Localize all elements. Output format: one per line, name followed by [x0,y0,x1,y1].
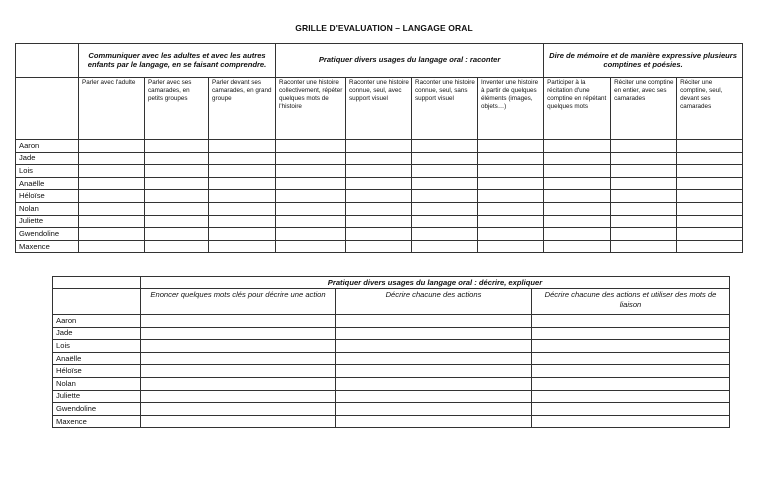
evaluation-cell[interactable] [346,177,412,190]
evaluation-cell[interactable] [412,152,478,165]
evaluation-cell[interactable] [141,377,336,390]
evaluation-cell[interactable] [346,190,412,203]
evaluation-cell[interactable] [544,165,611,178]
student-name: Jade [53,327,141,340]
evaluation-cell[interactable] [276,190,346,203]
evaluation-cell[interactable] [145,202,209,215]
group-header-dire-de-memoire: Dire de mémoire et de manière expressive plusieurs comptines et poésies. [544,44,743,78]
evaluation-cell[interactable] [532,390,730,403]
evaluation-cell[interactable] [79,165,145,178]
column-header: Réciter une comptine, seul, devant ses camarades [677,78,743,140]
evaluation-cell[interactable] [346,228,412,241]
evaluation-cell[interactable] [677,215,743,228]
evaluation-cell[interactable] [79,240,145,253]
evaluation-cell[interactable] [346,165,412,178]
evaluation-cell[interactable] [276,177,346,190]
evaluation-cell[interactable] [611,152,677,165]
evaluation-cell[interactable] [79,215,145,228]
evaluation-cell[interactable] [336,327,532,340]
evaluation-cell[interactable] [336,403,532,416]
evaluation-cell[interactable] [141,403,336,416]
evaluation-cell[interactable] [79,140,145,153]
evaluation-cell[interactable] [677,152,743,165]
evaluation-cell[interactable] [145,215,209,228]
evaluation-cell[interactable] [336,352,532,365]
student-name: Lois [53,340,141,353]
evaluation-cell[interactable] [532,340,730,353]
corner-cell [53,277,141,289]
evaluation-cell[interactable] [346,215,412,228]
evaluation-cell[interactable] [611,177,677,190]
student-row [16,228,743,241]
evaluation-cell[interactable] [478,190,544,203]
evaluation-cell[interactable] [141,365,336,378]
student-row [53,377,730,390]
evaluation-cell[interactable] [209,152,276,165]
evaluation-cell[interactable] [412,202,478,215]
group-header-communicate: Communiquer avec les adultes et avec les autres enfants par le langage, en se faisant comprendre. [79,44,276,78]
evaluation-cell[interactable] [276,152,346,165]
evaluation-cell[interactable] [346,240,412,253]
student-name: Jade [16,152,79,165]
evaluation-cell[interactable] [611,240,677,253]
evaluation-cell[interactable] [544,202,611,215]
corner-cell [16,78,79,140]
evaluation-cell[interactable] [145,165,209,178]
student-row [16,215,743,228]
evaluation-cell[interactable] [276,140,346,153]
evaluation-cell[interactable] [209,202,276,215]
column-header: Raconter une histoire connue, seul, avec support visuel [346,78,412,140]
evaluation-cell[interactable] [412,215,478,228]
student-row [53,340,730,353]
evaluation-cell[interactable] [145,240,209,253]
evaluation-cell[interactable] [141,352,336,365]
evaluation-cell[interactable] [141,315,336,328]
evaluation-cell[interactable] [478,215,544,228]
evaluation-cell[interactable] [412,190,478,203]
evaluation-cell[interactable] [209,165,276,178]
student-name: Maxence [53,415,141,428]
student-name: Héloïse [53,365,141,378]
student-row [16,140,743,153]
column-header: Inventer une histoire à partir de quelques éléments (images, objets…) [478,78,544,140]
student-name: Lois [16,165,79,178]
student-name: Aaron [16,140,79,153]
evaluation-cell[interactable] [141,390,336,403]
student-row [16,240,743,253]
evaluation-cell[interactable] [544,152,611,165]
column-header: Raconter une histoire collectivement, répéter quelques mots de l'histoire [276,78,346,140]
evaluation-cell[interactable] [141,327,336,340]
evaluation-cell[interactable] [478,240,544,253]
evaluation-cell[interactable] [677,165,743,178]
evaluation-cell[interactable] [209,215,276,228]
student-row [53,352,730,365]
evaluation-cell[interactable] [544,177,611,190]
evaluation-cell[interactable] [209,228,276,241]
evaluation-cell[interactable] [79,190,145,203]
evaluation-cell[interactable] [276,165,346,178]
evaluation-cell[interactable] [544,240,611,253]
evaluation-cell[interactable] [412,240,478,253]
evaluation-cell[interactable] [145,140,209,153]
student-row [53,415,730,428]
evaluation-cell[interactable] [145,152,209,165]
evaluation-cell[interactable] [336,390,532,403]
evaluation-cell[interactable] [478,177,544,190]
evaluation-cell[interactable] [145,190,209,203]
evaluation-cell[interactable] [611,202,677,215]
evaluation-cell[interactable] [276,240,346,253]
evaluation-cell[interactable] [478,228,544,241]
corner-cell [53,289,141,315]
evaluation-cell[interactable] [209,190,276,203]
student-row [53,390,730,403]
student-row [53,315,730,328]
evaluation-cell[interactable] [611,140,677,153]
evaluation-cell[interactable] [79,152,145,165]
evaluation-cell[interactable] [611,228,677,241]
student-row [16,202,743,215]
student-name: Gwendoline [53,403,141,416]
student-row [16,177,743,190]
corner-cell [16,44,79,78]
evaluation-cell[interactable] [336,365,532,378]
evaluation-cell[interactable] [336,415,532,428]
student-name: Juliette [53,390,141,403]
column-header: Décrire chacune des actions et utiliser des mots de liaison [532,289,730,315]
page-title: GRILLE D'EVALUATION – LANGAGE ORAL [295,23,473,33]
evaluation-grid-describe-explain [52,276,730,428]
evaluation-cell[interactable] [611,165,677,178]
evaluation-cell[interactable] [412,228,478,241]
evaluation-cell[interactable] [79,228,145,241]
evaluation-cell[interactable] [532,365,730,378]
evaluation-cell[interactable] [677,202,743,215]
column-header: Parler avec ses camarades, en petits groupes [145,78,209,140]
evaluation-cell[interactable] [677,140,743,153]
student-row [53,365,730,378]
column-header: Décrire chacune des actions [336,289,532,315]
evaluation-cell[interactable] [677,240,743,253]
evaluation-cell[interactable] [532,327,730,340]
column-header: Parler devant ses camarades, en grand groupe [209,78,276,140]
evaluation-cell[interactable] [145,228,209,241]
student-row [16,165,743,178]
student-row [53,403,730,416]
student-name: Nolan [53,377,141,390]
evaluation-cell[interactable] [412,140,478,153]
student-row [16,152,743,165]
evaluation-cell[interactable] [677,177,743,190]
evaluation-cell[interactable] [532,315,730,328]
evaluation-cell[interactable] [611,215,677,228]
evaluation-cell[interactable] [677,228,743,241]
evaluation-cell[interactable] [544,215,611,228]
evaluation-cell[interactable] [336,377,532,390]
student-name: Anaëlle [53,352,141,365]
column-header: Enoncer quelques mots clés pour décrire une action [141,289,336,315]
evaluation-cell[interactable] [276,202,346,215]
evaluation-cell[interactable] [532,352,730,365]
evaluation-cell[interactable] [276,228,346,241]
evaluation-cell[interactable] [532,377,730,390]
evaluation-cell[interactable] [276,215,346,228]
student-name: Maxence [16,240,79,253]
student-row [16,190,743,203]
evaluation-cell[interactable] [145,177,209,190]
student-name: Juliette [16,215,79,228]
evaluation-cell[interactable] [209,140,276,153]
evaluation-cell[interactable] [346,152,412,165]
group-header-raconter: Pratiquer divers usages du langage oral : raconter [276,44,544,78]
evaluation-cell[interactable] [611,190,677,203]
column-header: Participer à la récitation d'une comptine en répétant quelques mots [544,78,611,140]
evaluation-cell[interactable] [412,177,478,190]
evaluation-cell[interactable] [677,190,743,203]
evaluation-cell[interactable] [544,228,611,241]
student-name: Anaëlle [16,177,79,190]
evaluation-cell[interactable] [79,177,145,190]
evaluation-cell[interactable] [412,165,478,178]
evaluation-cell[interactable] [478,152,544,165]
student-row [53,327,730,340]
column-header: Raconter une histoire connue, seul, sans support visuel [412,78,478,140]
evaluation-cell[interactable] [336,340,532,353]
student-name: Nolan [16,202,79,215]
evaluation-cell[interactable] [544,190,611,203]
evaluation-cell[interactable] [141,340,336,353]
evaluation-cell[interactable] [141,415,336,428]
student-name: Aaron [53,315,141,328]
evaluation-grid-communicate-recount-recite [15,43,743,253]
evaluation-cell[interactable] [544,140,611,153]
evaluation-cell[interactable] [79,202,145,215]
column-header: Réciter une comptine en entier, avec ses camarades [611,78,677,140]
evaluation-cell[interactable] [336,315,532,328]
evaluation-cell[interactable] [532,415,730,428]
evaluation-cell[interactable] [478,165,544,178]
evaluation-cell[interactable] [209,240,276,253]
student-name: Gwendoline [16,228,79,241]
column-header: Parler avec l'adulte [79,78,145,140]
evaluation-cell[interactable] [532,403,730,416]
evaluation-cell[interactable] [209,177,276,190]
student-name: Héloïse [16,190,79,203]
evaluation-cell[interactable] [478,140,544,153]
evaluation-cell[interactable] [346,140,412,153]
group-header-decrire-expliquer: Pratiquer divers usages du langage oral : décrire, expliquer [141,277,730,289]
evaluation-cell[interactable] [346,202,412,215]
evaluation-cell[interactable] [478,202,544,215]
